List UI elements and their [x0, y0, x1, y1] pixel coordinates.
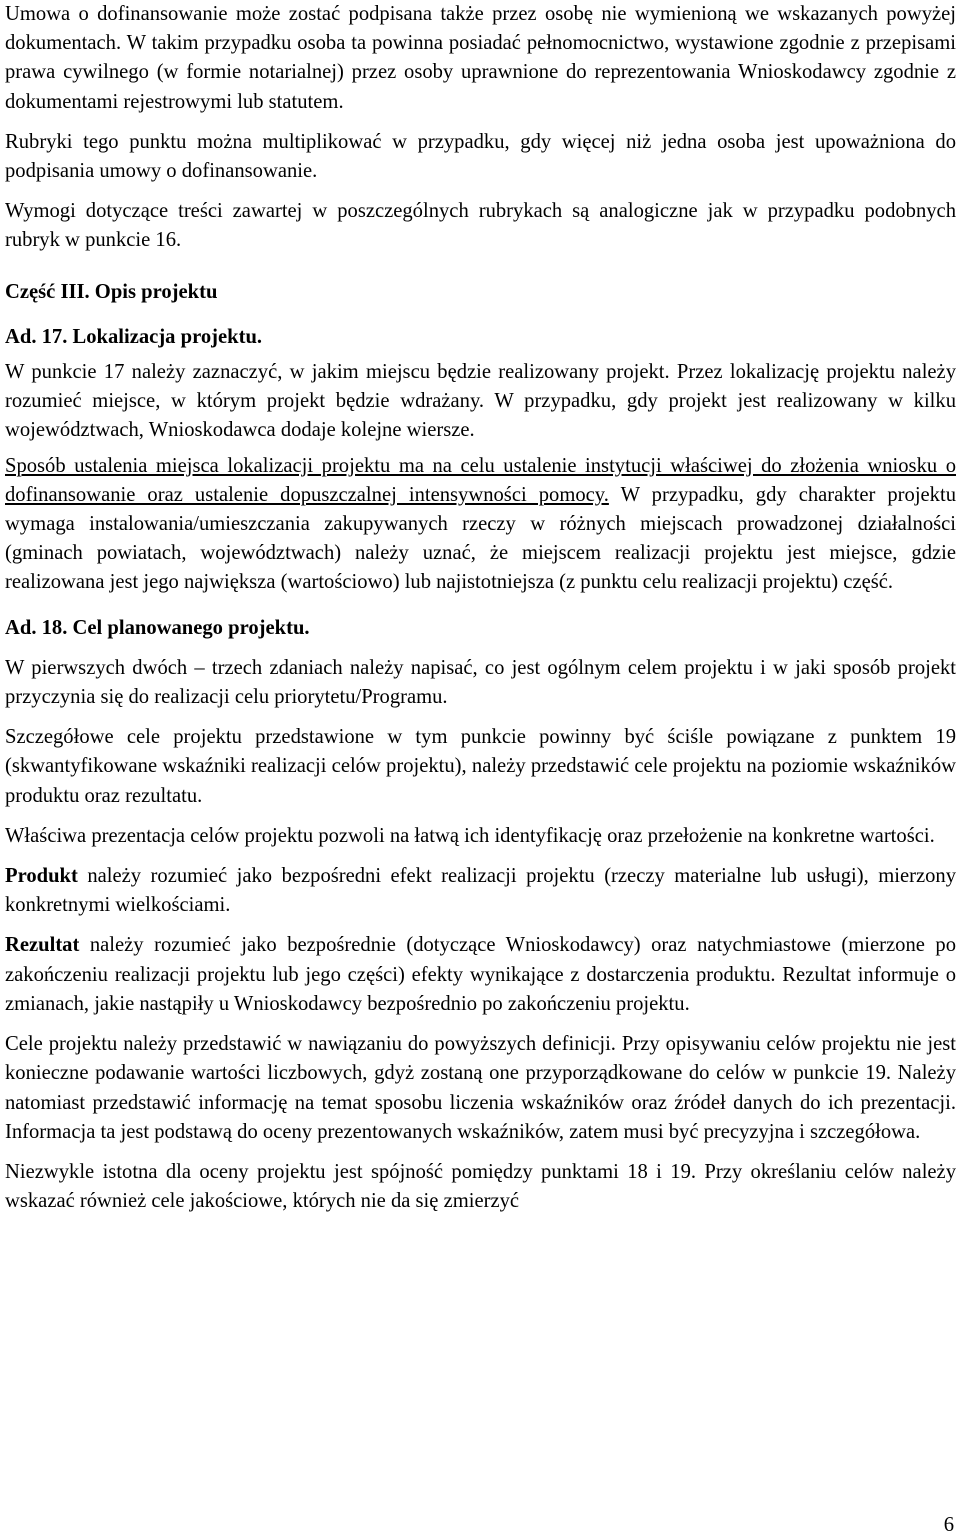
heading-ad-17: Ad. 17. Lokalizacja projektu.	[5, 325, 263, 348]
paragraph-result-definition	[5, 931, 956, 1019]
paragraph-goals-presentation: Cele projektu należy przedstawić w nawiązaniu do powyższych definicji. Przy opisywaniu celów projektu nie jest konieczne podawanie wartości liczbowych, gdyż zostaną one przyporządkowane do celów w punkcie 19. Należy natomiast przedstawić informację na temat sposobu liczenia wskaźników oraz źródeł danych do ich prezentacji. Informacja ta jest podstawą do oceny prezentowanych wskaźników, zatem musi być precyzyjna i szczegółowa.	[5, 1033, 956, 1143]
paragraph-general-goal: W pierwszych dwóch – trzech zdaniach należy napisać, co jest ogólnym celem projektu i w jaki sposób projekt przyczynia się do realizacji celu priorytetu/Programu.	[5, 656, 956, 709]
heading-ad-18: Ad. 18. Cel planowanego projektu.	[5, 616, 310, 639]
paragraph-product-definition	[5, 862, 956, 920]
term-result: Rezultat	[5, 934, 80, 957]
paragraph-requirements: Wymogi dotyczące treści zawartej w poszczególnych rubrykach są analogiczne jak w przypadku podobnych rubryk w punkcie 16.	[5, 200, 956, 252]
term-product: Produkt	[5, 865, 78, 888]
paragraph-location-method	[5, 452, 956, 598]
underlined-text: Sposób ustalenia miejsca lokalizacji projektu ma na celu ustalenie instytucji właściwej do złożenia wniosku o dofinansowanie oraz ustalenie dopuszczalnej intensywności pomocy.	[5, 454, 956, 506]
paragraph-consistency: Niezwykle istotna dla oceny projektu jest spójność pomiędzy punktami 18 i 19. Przy określaniu celów należy wskazać również cele jakościowe, których nie da się zmierzyć	[5, 1160, 956, 1213]
page-number: 6	[943, 1514, 954, 1536]
paragraph-detailed-goals: Szczegółowe cele projektu przedstawione w tym punkcie powinny być ściśle powiązane z punktem 19 (skwantyfikowane wskaźniki realizacji celów projektu), należy przedstawić cele projektu na poziomie wskaźników produktu oraz rezultatu.	[5, 726, 956, 807]
paragraph-text: należy rozumieć jako bezpośredni efekt realizacji projektu (rzeczy materialne lub usługi), mierzony konkretnymi wielkościami.	[5, 865, 956, 917]
paragraph-presentation: Właściwa prezentacja celów projektu pozwoli na łatwą ich identyfikację oraz przełożenie na konkretne wartości.	[5, 824, 935, 847]
paragraph-location: W punkcie 17 należy zaznaczyć, w jakim miejscu będzie realizowany projekt. Przez lokalizację projektu należy rozumieć miejsce, w którym projekt będzie wdrażany. W przypadku, gdy projekt jest realizowany w kilku województwach, Wnioskodawca dodaje kolejne wiersze.	[5, 361, 956, 442]
document-page	[5, 0, 956, 1216]
paragraph-multiply-rubrics: Rubryki tego punktu można multiplikować w przypadku, gdy więcej niż jedna osoba jest upoważniona do podpisania umowy o dofinansowanie.	[5, 130, 956, 183]
paragraph-text: należy rozumieć jako bezpośrednie (dotyczące Wnioskodawcy) oraz natychmiastowe (mierzone po zakończeniu realizacji projektu lub jego części) efekty wynikające z dostarczenia produktu. Rezultat informuje o zmianach, jakie nastąpiły u Wnioskodawcy bezpośrednio po zakończeniu projektu.	[5, 934, 956, 1015]
heading-part-3: Część III. Opis projektu	[5, 280, 218, 303]
paragraph-text: W przypadku, gdy charakter projektu wymaga instalowania/umieszczania zakupywanych rzeczy w różnych miejscach prowadzonej działalności (gminach powiatach, województwach) należy uznać, że miejscem realizacji projektu jest miejsce, gdzie realizowana jest jego największa (wartościowo) lub najistotniejsza (z punktu celu realizacji projektu) część.	[5, 483, 956, 594]
paragraph-authorization: Umowa o dofinansowanie może zostać podpisana także przez osobę nie wymienioną we wskazanych powyżej dokumentach. W takim przypadku osoba ta powinna posiadać pełnomocnictwo, wystawione zgodnie z przepisami prawa cywilnego (w formie notarialnej) przez osoby uprawnione do reprezentowania Wnioskodawcy zgodnie z dokumentami rejestrowymi lub statutem.	[5, 3, 956, 113]
